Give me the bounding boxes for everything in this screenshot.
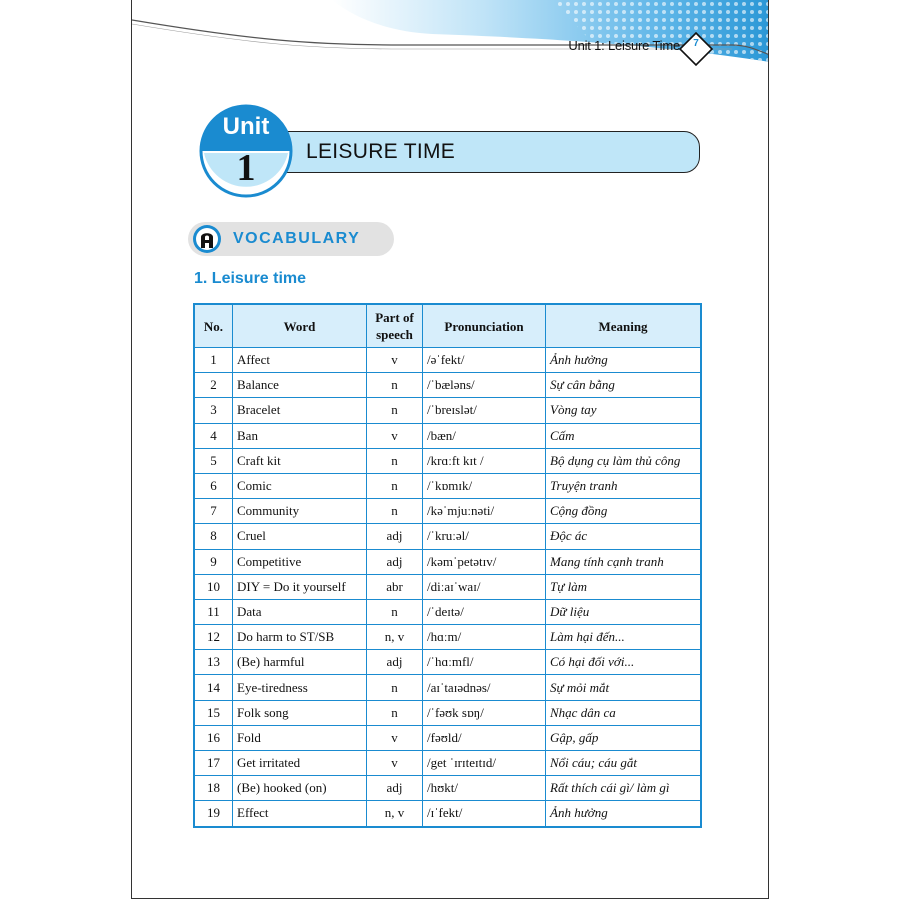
- meaning-cell: Độc ác: [546, 524, 702, 549]
- pronunciation-cell: /aɪˈtaɪədnəs/: [423, 675, 546, 700]
- section-badge-icon: [192, 224, 222, 254]
- meaning-cell: Mang tính cạnh tranh: [546, 549, 702, 574]
- pronunciation-cell: /ˈfəʊk sɒŋ/: [423, 700, 546, 725]
- part-of-speech-cell: n, v: [367, 625, 423, 650]
- part-of-speech-cell: adj: [367, 776, 423, 801]
- subsection-title: 1. Leisure time: [194, 270, 307, 287]
- word-cell: Comic: [233, 473, 367, 498]
- word-cell: Folk song: [233, 700, 367, 725]
- pronunciation-cell: /ɪˈfekt/: [423, 801, 546, 827]
- table-row: [194, 398, 701, 423]
- meaning-cell: Sự cân bằng: [546, 373, 702, 398]
- table-row: [194, 700, 701, 725]
- pronunciation-cell: /kəˈmjuːnəti/: [423, 499, 546, 524]
- part-of-speech-cell: n: [367, 499, 423, 524]
- word-cell: Effect: [233, 801, 367, 827]
- row-number: 14: [194, 675, 233, 700]
- part-of-speech-cell: v: [367, 725, 423, 750]
- row-number: 17: [194, 751, 233, 776]
- table-row: [194, 373, 701, 398]
- word-cell: (Be) harmful: [233, 650, 367, 675]
- table-row: [194, 725, 701, 750]
- pronunciation-cell: /ˈdeɪtə/: [423, 599, 546, 624]
- word-cell: Balance: [233, 373, 367, 398]
- part-of-speech-cell: v: [367, 348, 423, 373]
- word-cell: Eye-tiredness: [233, 675, 367, 700]
- meaning-cell: Rất thích cái gì/ làm gì: [546, 776, 702, 801]
- pronunciation-cell: /fəʊld/: [423, 725, 546, 750]
- pronunciation-cell: /diːaɪˈwaɪ/: [423, 574, 546, 599]
- vocabulary-table: [193, 303, 702, 828]
- row-number: 3: [194, 398, 233, 423]
- meaning-cell: Sự mỏi mắt: [546, 675, 702, 700]
- meaning-cell: Ảnh hưởng: [546, 801, 702, 827]
- table-row: [194, 423, 701, 448]
- part-of-speech-cell: adj: [367, 650, 423, 675]
- pronunciation-cell: /ˈkɒmɪk/: [423, 473, 546, 498]
- table-row: [194, 625, 701, 650]
- part-of-speech-cell: n: [367, 675, 423, 700]
- word-cell: Get irritated: [233, 751, 367, 776]
- meaning-cell: Truyện tranh: [546, 473, 702, 498]
- column-header: Meaning: [546, 304, 702, 348]
- table-row: [194, 448, 701, 473]
- row-number: 7: [194, 499, 233, 524]
- row-number: 5: [194, 448, 233, 473]
- table-row: [194, 473, 701, 498]
- page-number-diamond: [677, 30, 715, 68]
- meaning-cell: Nổi cáu; cáu gắt: [546, 751, 702, 776]
- table-row: [194, 650, 701, 675]
- running-head: Unit 1: Leisure Time: [568, 38, 680, 53]
- pronunciation-cell: /ˈhɑːmfl/: [423, 650, 546, 675]
- meaning-cell: Cộng đồng: [546, 499, 702, 524]
- row-number: 19: [194, 801, 233, 827]
- meaning-cell: Vòng tay: [546, 398, 702, 423]
- meaning-cell: Gập, gấp: [546, 725, 702, 750]
- part-of-speech-cell: n: [367, 473, 423, 498]
- word-cell: Community: [233, 499, 367, 524]
- pronunciation-cell: /ˈbreɪslət/: [423, 398, 546, 423]
- word-cell: Cruel: [233, 524, 367, 549]
- word-cell: Bracelet: [233, 398, 367, 423]
- pronunciation-cell: /hʊkt/: [423, 776, 546, 801]
- table-header-row: [194, 304, 701, 348]
- row-number: 13: [194, 650, 233, 675]
- row-number: 6: [194, 473, 233, 498]
- pronunciation-cell: /get ˈɪrɪteɪtɪd/: [423, 751, 546, 776]
- word-cell: Ban: [233, 423, 367, 448]
- word-cell: Fold: [233, 725, 367, 750]
- meaning-cell: Làm hại đến...: [546, 625, 702, 650]
- word-cell: Craft kit: [233, 448, 367, 473]
- table-row: [194, 348, 701, 373]
- table-row: [194, 599, 701, 624]
- row-number: 10: [194, 574, 233, 599]
- word-cell: Do harm to ST/SB: [233, 625, 367, 650]
- meaning-cell: Cấm: [546, 423, 702, 448]
- row-number: 8: [194, 524, 233, 549]
- section-title: VOCABULARY: [233, 230, 361, 247]
- table-row: [194, 751, 701, 776]
- pronunciation-cell: /kəmˈpetətɪv/: [423, 549, 546, 574]
- row-number: 18: [194, 776, 233, 801]
- unit-label: Unit: [222, 113, 270, 140]
- meaning-cell: Ảnh hưởng: [546, 348, 702, 373]
- row-number: 16: [194, 725, 233, 750]
- table-row: [194, 574, 701, 599]
- table-row: [194, 776, 701, 801]
- page-number: 7: [693, 38, 699, 49]
- meaning-cell: Nhạc dân ca: [546, 700, 702, 725]
- part-of-speech-cell: n: [367, 599, 423, 624]
- word-cell: (Be) hooked (on): [233, 776, 367, 801]
- pronunciation-cell: /krɑːft kɪt /: [423, 448, 546, 473]
- table-row: [194, 524, 701, 549]
- table-row: [194, 499, 701, 524]
- word-cell: Competitive: [233, 549, 367, 574]
- pronunciation-cell: /ˈbæləns/: [423, 373, 546, 398]
- word-cell: Data: [233, 599, 367, 624]
- table-row: [194, 801, 701, 827]
- meaning-cell: Tự làm: [546, 574, 702, 599]
- row-number: 12: [194, 625, 233, 650]
- column-header: Word: [233, 304, 367, 348]
- row-number: 15: [194, 700, 233, 725]
- pronunciation-cell: /hɑːm/: [423, 625, 546, 650]
- row-number: 11: [194, 599, 233, 624]
- meaning-cell: Có hại đối với...: [546, 650, 702, 675]
- unit-title: LEISURE TIME: [306, 140, 456, 163]
- meaning-cell: Dữ liệu: [546, 599, 702, 624]
- table-body: [194, 348, 701, 827]
- word-cell: DIY = Do it yourself: [233, 574, 367, 599]
- pronunciation-cell: /ˈkruːəl/: [423, 524, 546, 549]
- document-page: [131, 0, 769, 899]
- unit-number: 1: [236, 147, 256, 189]
- word-cell: Affect: [233, 348, 367, 373]
- part-of-speech-cell: adj: [367, 524, 423, 549]
- column-header: Pronunciation: [423, 304, 546, 348]
- part-of-speech-cell: v: [367, 423, 423, 448]
- table-row: [194, 549, 701, 574]
- pronunciation-cell: /əˈfekt/: [423, 348, 546, 373]
- part-of-speech-cell: adj: [367, 549, 423, 574]
- pronunciation-cell: /bæn/: [423, 423, 546, 448]
- part-of-speech-cell: n: [367, 373, 423, 398]
- part-of-speech-cell: n, v: [367, 801, 423, 827]
- part-of-speech-cell: n: [367, 398, 423, 423]
- part-of-speech-cell: n: [367, 448, 423, 473]
- row-number: 9: [194, 549, 233, 574]
- row-number: 4: [194, 423, 233, 448]
- column-header: Part of speech: [367, 304, 423, 348]
- part-of-speech-cell: n: [367, 700, 423, 725]
- part-of-speech-cell: abr: [367, 574, 423, 599]
- row-number: 1: [194, 348, 233, 373]
- meaning-cell: Bộ dụng cụ làm thủ công: [546, 448, 702, 473]
- column-header: No.: [194, 304, 233, 348]
- table-row: [194, 675, 701, 700]
- row-number: 2: [194, 373, 233, 398]
- part-of-speech-cell: v: [367, 751, 423, 776]
